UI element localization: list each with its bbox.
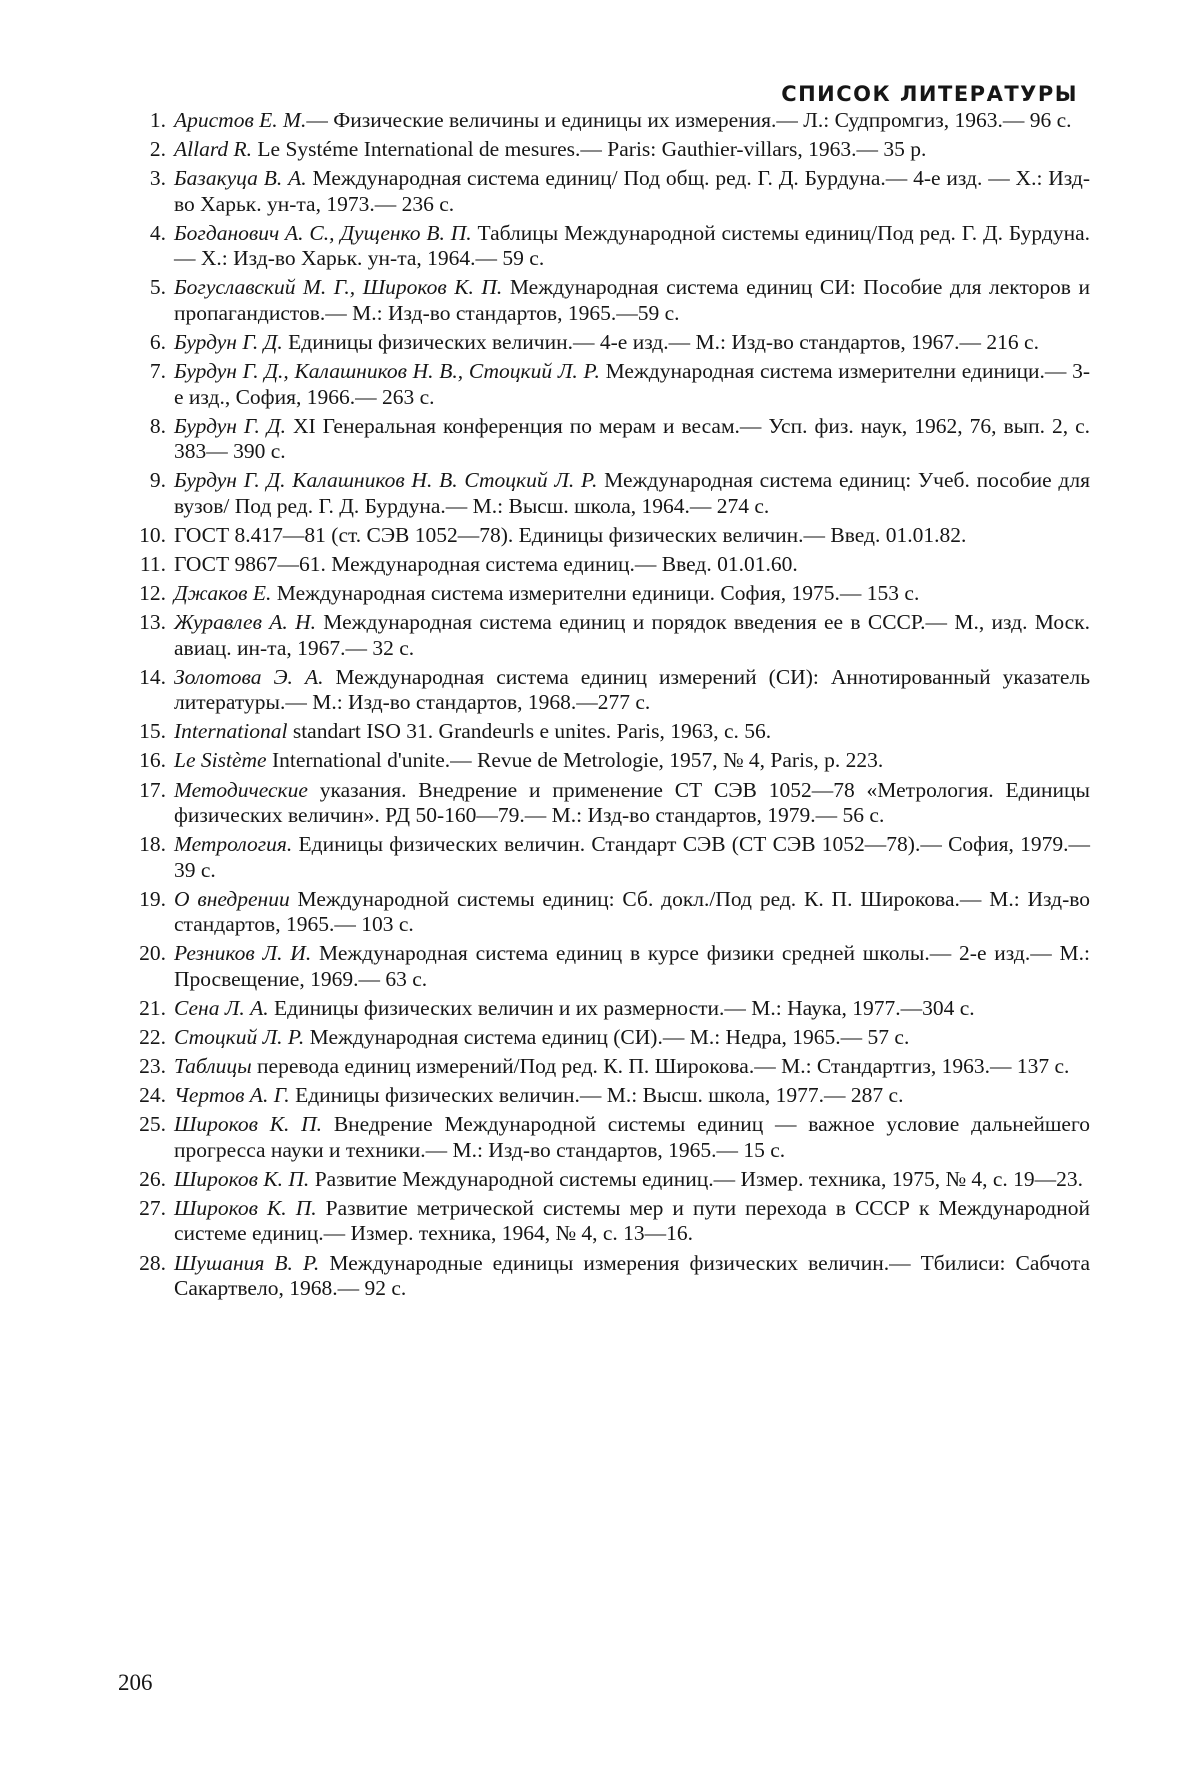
- reference-number: 13.: [139, 610, 166, 635]
- reference-text: [174, 1083, 1090, 1109]
- reference-item: [118, 941, 1090, 992]
- reference-item: [118, 523, 1090, 549]
- reference-details: Международная система единиц (СИ).— М.: Недра, 1965.— 57 с.: [304, 1024, 910, 1049]
- reference-details: Международная система измерителни единици. София, 1975.— 153 с.: [271, 581, 920, 606]
- reference-author: Широков К. П.: [174, 1166, 310, 1191]
- reference-number: 3.: [149, 166, 166, 191]
- reference-number: 5.: [149, 275, 166, 300]
- reference-number: 14.: [139, 664, 166, 689]
- reference-item: [118, 610, 1090, 661]
- reference-details: указания. Внедрение и применение СТ СЭВ 1052—78 «Метрология. Единицы физических величин». РД 50-160—79.— М.: Изд-во стандартов, 1979.— 56 с.: [174, 777, 1090, 827]
- reference-author: International: [174, 719, 288, 744]
- reference-item: [118, 719, 1090, 745]
- reference-item: [118, 996, 1090, 1022]
- reference-details: Международная система единиц в курсе физики средней школы.— 2-е изд.— М.: Просвещение, 1969.— 63 с.: [174, 941, 1091, 991]
- reference-author: Бурдун Г. Д. Калашников Н. В. Стоцкий Л. Р.: [174, 468, 598, 493]
- reference-number: 12.: [139, 581, 166, 606]
- reference-item: [118, 832, 1090, 883]
- reference-item: [118, 221, 1090, 272]
- reference-details: Единицы физических величин.— М.: Высш. школа, 1977.— 287 с.: [289, 1083, 904, 1108]
- reference-author: Чертов А. Г.: [174, 1083, 290, 1108]
- reference-author: Золотова Э. А.: [174, 664, 324, 689]
- reference-number: 16.: [139, 748, 166, 773]
- reference-number: 19.: [139, 886, 166, 911]
- reference-text: [174, 610, 1090, 661]
- reference-item: [118, 468, 1090, 519]
- reference-text: [174, 1112, 1090, 1163]
- reference-author: Базакуца В. А.: [174, 166, 307, 191]
- reference-number: 28.: [139, 1250, 166, 1275]
- reference-number: 27.: [139, 1195, 166, 1220]
- reference-text: [174, 832, 1090, 883]
- reference-text: [174, 941, 1090, 992]
- reference-number: 15.: [139, 719, 166, 744]
- reference-text: [174, 581, 1090, 607]
- reference-text: [174, 1251, 1090, 1302]
- reference-author: Сена Л. А.: [174, 995, 269, 1020]
- reference-details: Международная система единиц СИ: Пособие для лекторов и пропагандистов.— М.: Изд-во стандартов, 1965.—59 с.: [174, 275, 1091, 325]
- reference-item: [118, 748, 1090, 774]
- reference-item: [118, 778, 1090, 829]
- reference-details: Международная система измерителни единици.— 3-е изд., София, 1966.— 263 с.: [174, 359, 1091, 409]
- reference-author: Стоцкий Л. Р.: [174, 1024, 305, 1049]
- reference-number: 20.: [139, 941, 166, 966]
- reference-number: 11.: [139, 551, 166, 576]
- reference-number: 23.: [139, 1054, 166, 1079]
- page-heading: СПИСОК ЛИТЕРАТУРЫ: [781, 82, 1078, 106]
- reference-text: [174, 778, 1090, 829]
- reference-text: [174, 414, 1090, 465]
- reference-item: [118, 1112, 1090, 1163]
- reference-details: Единицы физических величин.— 4-е изд.— М.: Изд-во стандартов, 1967.— 216 с.: [282, 329, 1039, 354]
- reference-item: [118, 887, 1090, 938]
- reference-text: [174, 1054, 1090, 1080]
- reference-number: 21.: [139, 995, 166, 1020]
- reference-list: [118, 108, 1090, 1305]
- reference-author: Журавлев А. Н.: [174, 610, 316, 635]
- reference-details: International d'unite.— Revue de Metrologie, 1957, № 4, Paris, p. 223.: [266, 748, 884, 773]
- reference-item: [118, 552, 1090, 578]
- reference-text: [174, 108, 1090, 134]
- reference-details: standart ISO 31. Grandeurls e unites. Paris, 1963, c. 56.: [287, 719, 772, 744]
- reference-item: [118, 1196, 1090, 1247]
- reference-author: Джаков Е.: [174, 581, 272, 606]
- reference-details: ГОСТ 8.417—81 (ст. СЭВ 1052—78). Единицы физических величин.— Введ. 01.01.82.: [174, 522, 967, 547]
- reference-item: [118, 1251, 1090, 1302]
- reference-number: 6.: [149, 329, 166, 354]
- reference-author: Allard R.: [174, 137, 253, 162]
- reference-author: Бурдун Г. Д., Калашников Н. В., Стоцкий Л. Р.: [174, 359, 600, 384]
- reference-details: Развитие метрической системы мер и пути перехода в СССР к Международной системе единиц.— Измер. техника, 1964, № 4, с. 13—16.: [174, 1195, 1090, 1246]
- reference-number: 9.: [149, 468, 166, 493]
- reference-details: Единицы физических величин и их размерности.— М.: Наука, 1977.—304 с.: [268, 995, 975, 1020]
- reference-author: Бурдун Г. Д.: [174, 413, 286, 438]
- reference-details: Международная система единиц измерений (СИ): Аннотированный указатель литературы.— М.: Изд-во стандартов, 1968.—277 с.: [174, 664, 1090, 715]
- reference-item: [118, 359, 1090, 410]
- reference-author: Le Sistème: [174, 748, 267, 773]
- reference-item: [118, 414, 1090, 465]
- reference-item: [118, 1025, 1090, 1051]
- reference-details: Международная система единиц/ Под общ. ред. Г. Д. Бурдуна.— 4-е изд. — Х.: Изд-во Харьк. ун-та, 1973.— 236 с.: [174, 166, 1090, 216]
- reference-number: 7.: [149, 359, 166, 384]
- reference-number: 22.: [139, 1024, 166, 1049]
- reference-item: [118, 1083, 1090, 1109]
- reference-author: Богуславский М. Г., Широков К. П.: [174, 275, 503, 300]
- reference-text: [174, 275, 1090, 326]
- reference-number: 18.: [139, 832, 166, 857]
- reference-text: [174, 523, 1090, 549]
- reference-item: [118, 108, 1090, 134]
- reference-author: Широков К. П.: [174, 1112, 323, 1137]
- reference-details: Международной системы единиц: Сб. докл./Под ред. К. П. Широкова.— М.: Изд-во стандартов, 1965.— 103 с.: [174, 886, 1090, 937]
- reference-item: [118, 1054, 1090, 1080]
- reference-text: [174, 996, 1090, 1022]
- reference-author: Резников Л. И.: [174, 941, 312, 966]
- reference-item: [118, 330, 1090, 356]
- reference-details: XI Генеральная конференция по мерам и весам.— Усп. физ. наук, 1962, 76, вып. 2, с. 383— 390 с.: [174, 413, 1090, 464]
- reference-number: 8.: [149, 413, 166, 438]
- reference-author: Бурдун Г. Д.: [174, 329, 283, 354]
- reference-text: [174, 468, 1090, 519]
- reference-number: 4.: [149, 220, 166, 245]
- reference-author: Широков К. П.: [174, 1195, 317, 1220]
- reference-author: Шушания В. Р.: [174, 1250, 320, 1275]
- reference-text: [174, 1025, 1090, 1051]
- reference-author: Аристов Е. М.: [174, 108, 307, 132]
- reference-text: [174, 1167, 1090, 1193]
- reference-text: [174, 359, 1090, 410]
- reference-author: О внедрении: [174, 886, 290, 911]
- reference-item: [118, 665, 1090, 716]
- reference-author: Метрология.: [174, 832, 293, 857]
- reference-text: [174, 330, 1090, 356]
- reference-details: Развитие Международной системы единиц.— Измер. техника, 1975, № 4, с. 19—23.: [309, 1166, 1084, 1191]
- reference-number: 1.: [149, 108, 166, 132]
- reference-text: [174, 1196, 1090, 1247]
- reference-number: 17.: [139, 777, 166, 802]
- reference-item: [118, 275, 1090, 326]
- reference-details: перевода единиц измерений/Под ред. К. П. Широкова.— М.: Стандартгиз, 1963.— 137 с.: [251, 1054, 1070, 1079]
- page-number: 206: [118, 1670, 153, 1695]
- reference-text: [174, 719, 1090, 745]
- reference-details: Международная система единиц: Учеб. пособие для вузов/ Под ред. Г. Д. Бурдуна.— М.: Высш. школа, 1964.— 274 с.: [174, 468, 1090, 518]
- reference-item: [118, 166, 1090, 217]
- reference-number: 2.: [149, 137, 166, 162]
- reference-details: Внедрение Международной системы единиц — важное условие дальнейшего прогресса науки и техники.— М.: Изд-во стандартов, 1965.— 15 с.: [174, 1112, 1090, 1162]
- reference-details: Le Systéme International de mesures.— Paris: Gauthier-villars, 1963.— 35 p.: [252, 137, 927, 162]
- reference-text: [174, 137, 1090, 163]
- reference-item: [118, 581, 1090, 607]
- reference-number: 10.: [139, 522, 166, 547]
- reference-text: [174, 665, 1090, 716]
- reference-text: [174, 748, 1090, 774]
- reference-author: Таблицы: [174, 1054, 252, 1079]
- reference-author: Богданович А. С., Дущенко В. П.: [174, 220, 472, 245]
- reference-text: [174, 552, 1090, 578]
- reference-details: ГОСТ 9867—61. Международная система единиц.— Введ. 01.01.60.: [174, 551, 798, 576]
- reference-details: Таблицы Международной системы единиц/Под ред. Г. Д. Бурдуна.— Х.: Изд-во Харьк. ун-та, 1964.— 59 с.: [174, 220, 1090, 271]
- reference-number: 24.: [139, 1083, 166, 1108]
- reference-number: 25.: [139, 1112, 166, 1137]
- reference-details: Международные единицы измерения физических величин.— Тбилиси: Сабчота Сакартвело, 1968.— 92 с.: [174, 1250, 1090, 1301]
- reference-details: — Физические величины и единицы их измерения.— Л.: Судпромгиз, 1963.— 96 с.: [306, 108, 1072, 132]
- reference-details: Единицы физических величин. Стандарт СЭВ (СТ СЭВ 1052—78).— София, 1979.— 39 с.: [174, 832, 1090, 882]
- reference-details: Международная система единиц и порядок введения ее в СССР.— М., изд. Моск. авиац. ин-та, 1967.— 32 с.: [174, 610, 1090, 660]
- reference-text: [174, 887, 1090, 938]
- reference-number: 26.: [139, 1166, 166, 1191]
- reference-item: [118, 137, 1090, 163]
- reference-text: [174, 166, 1090, 217]
- reference-item: [118, 1167, 1090, 1193]
- reference-text: [174, 221, 1090, 272]
- reference-author: Методические: [174, 777, 308, 802]
